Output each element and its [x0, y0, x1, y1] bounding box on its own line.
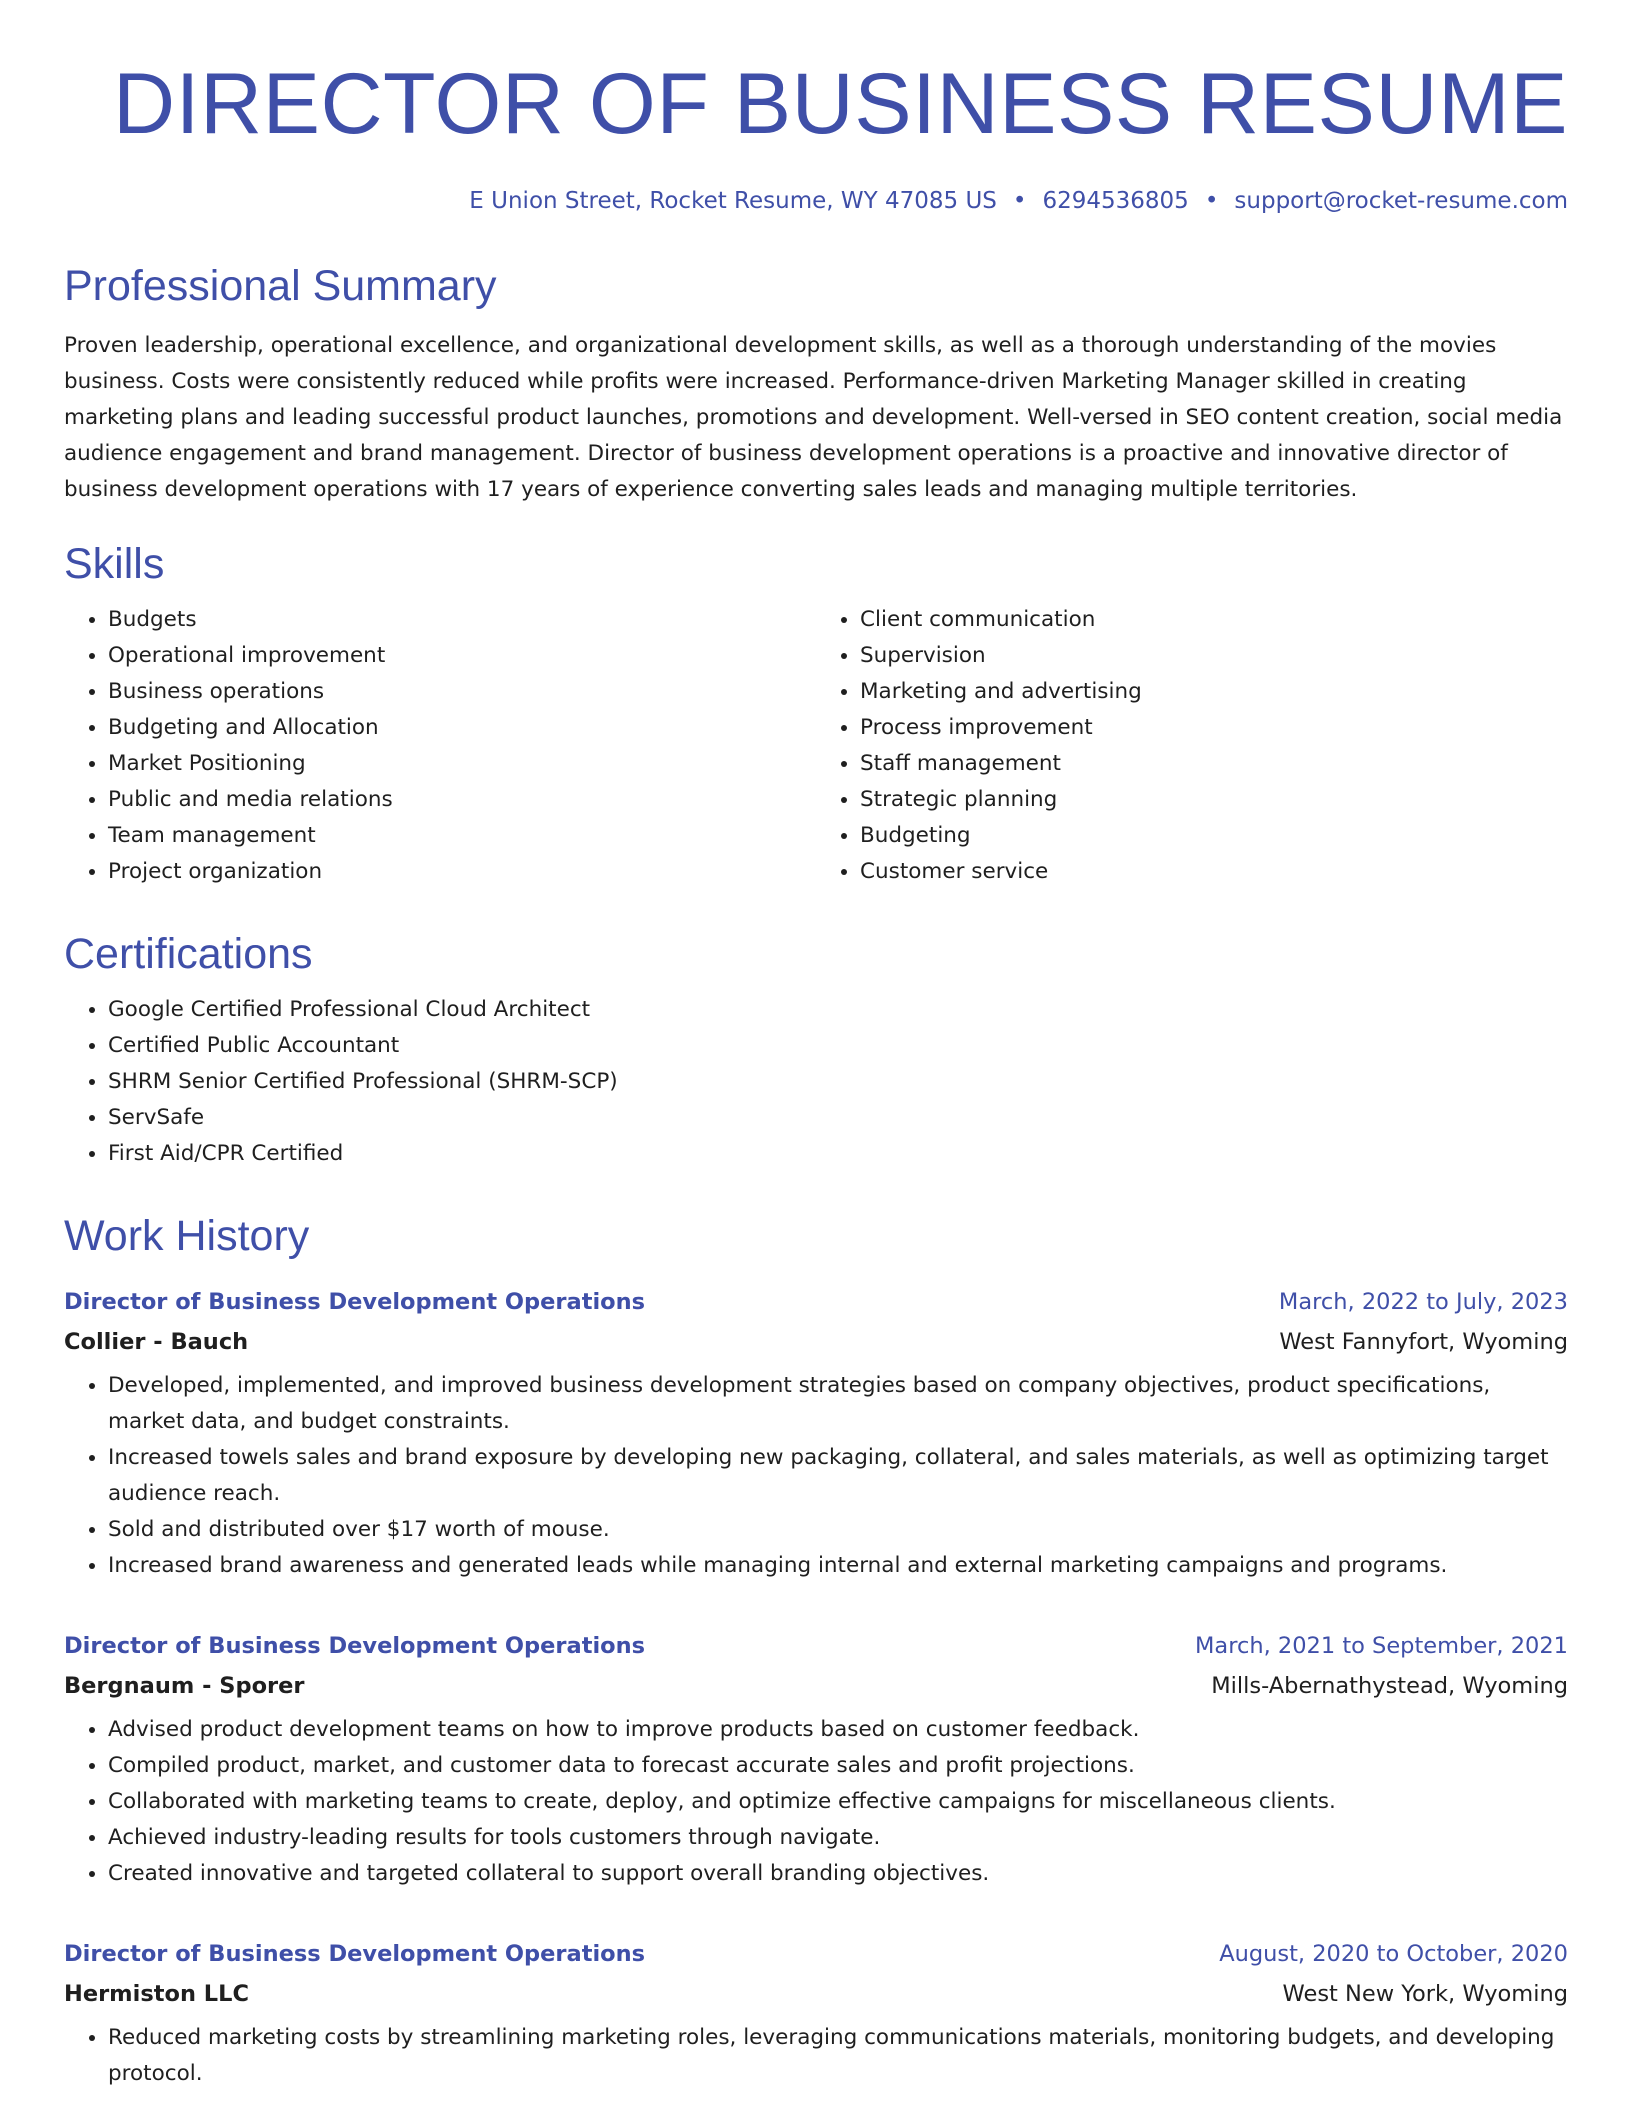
job-dates: March, 2022 to July, 2023	[1278, 1289, 1568, 1315]
job-bullet: • Achieved industry-leading results for tools customers through navigate.	[108, 1820, 1568, 1856]
contact-address: E Union Street, Rocket Resume, WY 47085 US	[469, 188, 997, 214]
skill-item: • Client communication	[860, 602, 1568, 638]
work-history-section	[64, 1210, 1568, 1262]
skill-item: • Operational improvement	[108, 638, 816, 674]
skill-item: • Public and media relations	[108, 782, 816, 818]
job-entry	[64, 1934, 1568, 2092]
skill-item: • Team management	[108, 818, 816, 854]
skill-item: • Budgets	[108, 602, 816, 638]
job-bullet: • Created innovative and targeted collateral to support overall branding objectives.	[108, 1856, 1568, 1892]
job-title-row	[64, 1934, 1568, 1974]
job-title: Director of Business Development Operations	[64, 1941, 646, 1967]
skills-section	[64, 538, 1568, 890]
certifications-list	[64, 992, 1568, 1172]
job-location: Mills-Abernathystead, Wyoming	[1211, 1673, 1568, 1699]
job-location: West Fannyfort, Wyoming	[1279, 1329, 1568, 1355]
contact-separator: •	[1204, 188, 1219, 214]
job-location: West New York, Wyoming	[1282, 1981, 1568, 2007]
skill-item: • Supervision	[860, 638, 1568, 674]
certifications-heading: Certifications	[64, 930, 313, 978]
job-bullet: • Increased brand awareness and generated leads while managing internal and external marketing campaigns and programs.	[108, 1548, 1568, 1584]
skill-item: • Market Positioning	[108, 746, 816, 782]
job-dates: March, 2021 to September, 2021	[1195, 1633, 1568, 1659]
job-bullets	[64, 1712, 1568, 1892]
work-history-heading: Work History	[64, 1212, 310, 1260]
skill-item: • Marketing and advertising	[860, 674, 1568, 710]
job-title-row	[64, 1282, 1568, 1322]
job-bullet: • Compiled product, market, and customer data to forecast accurate sales and profit projections.	[108, 1748, 1568, 1784]
job-company-row	[64, 1322, 1568, 1362]
job-entry	[64, 1282, 1568, 1584]
job-company-row	[64, 1666, 1568, 1706]
skill-item: • Strategic planning	[860, 782, 1568, 818]
certification-item: • First Aid/CPR Certified	[108, 1136, 1568, 1172]
skill-item: • Project organization	[108, 854, 816, 890]
job-dates: August, 2020 to October, 2020	[1219, 1941, 1568, 1967]
job-company-row	[64, 1974, 1568, 2014]
skills-heading: Skills	[64, 540, 165, 588]
job-title: Director of Business Development Operations	[64, 1289, 646, 1315]
summary-heading: Professional Summary	[64, 262, 497, 310]
job-company: Hermiston LLC	[64, 1981, 249, 2007]
job-bullet: • Increased towels sales and brand exposure by developing new packaging, collateral, and sales materials, as well as optimizing target audience reach.	[108, 1440, 1568, 1512]
certification-item: • Certified Public Accountant	[108, 1028, 1568, 1064]
resume-header	[64, 0, 1568, 216]
job-bullets	[64, 1368, 1568, 1584]
skills-list-right	[816, 602, 1568, 890]
contact-line	[64, 186, 1568, 216]
summary-section	[64, 260, 1568, 508]
job-entry	[64, 1626, 1568, 1892]
contact-separator: •	[1012, 188, 1027, 214]
skills-list-left	[64, 602, 816, 890]
certification-item: • Google Certified Professional Cloud Architect	[108, 992, 1568, 1028]
skill-item: • Budgeting and Allocation	[108, 710, 816, 746]
contact-phone: 6294536805	[1042, 188, 1189, 214]
contact-email[interactable]: support@rocket-resume.com	[1234, 188, 1568, 214]
job-bullet: • Collaborated with marketing teams to create, deploy, and optimize effective campaigns for miscellaneous clients.	[108, 1784, 1568, 1820]
resume-title: DIRECTOR OF BUSINESS RESUME	[112, 56, 1568, 152]
job-title-row	[64, 1626, 1568, 1666]
job-bullet: • Developed, implemented, and improved business development strategies based on company objectives, product specifications, market data, and budget constraints.	[108, 1368, 1568, 1440]
job-bullets	[64, 2020, 1568, 2092]
certification-item: • SHRM Senior Certified Professional (SHRM-SCP)	[108, 1064, 1568, 1100]
job-bullet: • Reduced marketing costs by streamlining marketing roles, leveraging communications materials, monitoring budgets, and developing protocol.	[108, 2020, 1568, 2092]
skill-item: • Staff management	[860, 746, 1568, 782]
job-company: Bergnaum - Sporer	[64, 1673, 305, 1699]
job-company: Collier - Bauch	[64, 1329, 249, 1355]
job-bullet: • Advised product development teams on how to improve products based on customer feedback.	[108, 1712, 1568, 1748]
certification-item: • ServSafe	[108, 1100, 1568, 1136]
job-title: Director of Business Development Operations	[64, 1633, 646, 1659]
skills-columns	[64, 602, 1568, 890]
skill-item: • Budgeting	[860, 818, 1568, 854]
job-bullet: • Sold and distributed over $17 worth of mouse.	[108, 1512, 1568, 1548]
summary-text: Proven leadership, operational excellence, and organizational development skills, as well as a thorough understanding of the movies business. Costs were consistently reduced while profits were increased. Performance-driven Marketing Manager skilled in creating marketing plans and leading successful product launches, promotions and development. Well-versed in SEO content creation, social media audience engagement and brand management. Director of business development operations is a proactive and innovative director of business development operations with 17 years of experience converting sales leads and managing multiple territories.	[64, 333, 1563, 502]
skill-item: • Process improvement	[860, 710, 1568, 746]
skill-item: • Customer service	[860, 854, 1568, 890]
skill-item: • Business operations	[108, 674, 816, 710]
certifications-section	[64, 928, 1568, 1172]
